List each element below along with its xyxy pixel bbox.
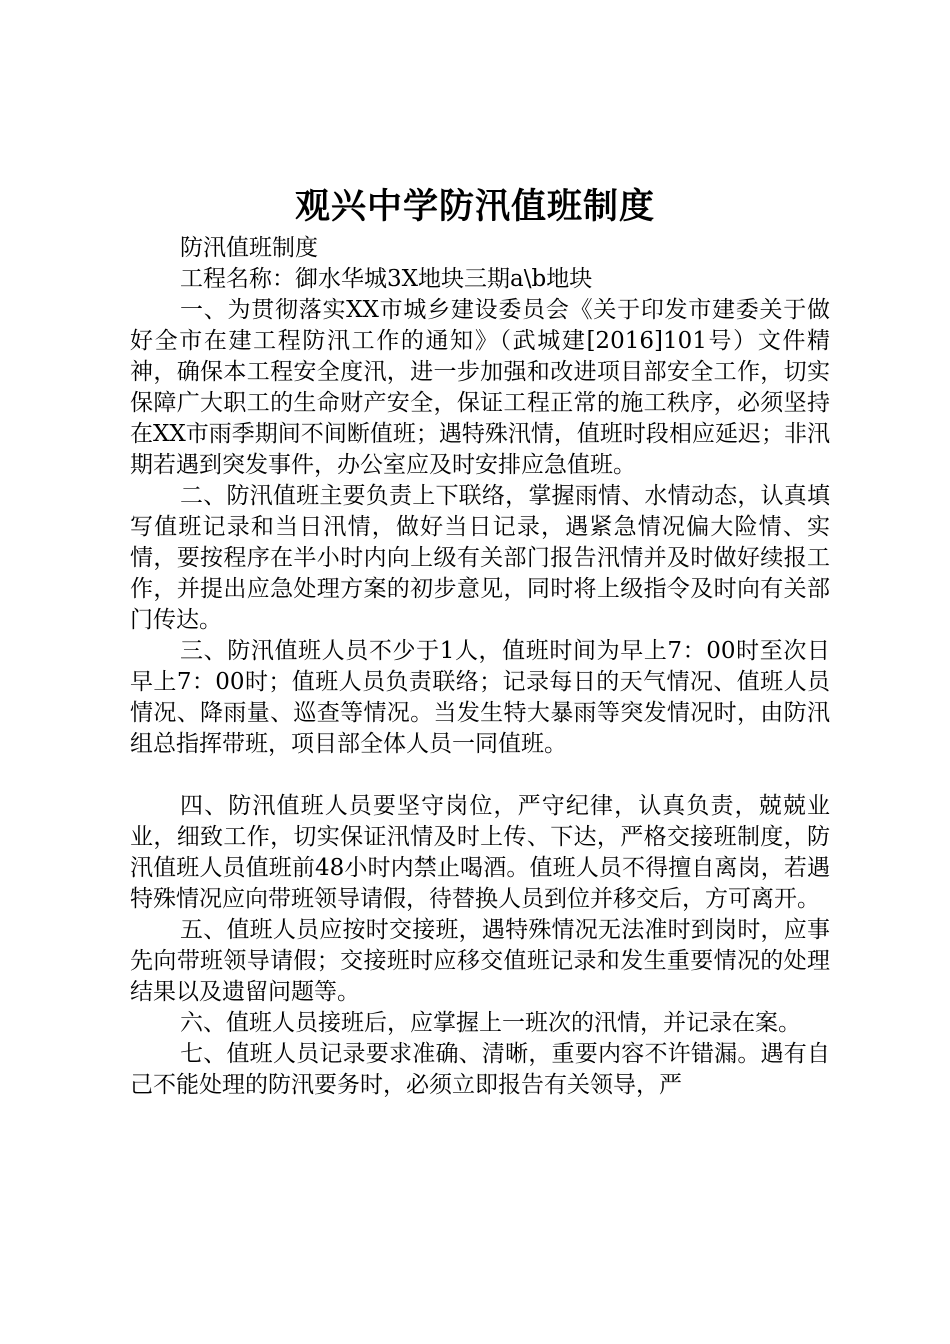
paragraph-1: 一、为贯彻落实XX市城乡建设委员会《关于印发市建委关于做好全市在建工程防汛工作的通知》（武城建[2016]101号）文件精神，确保本工程安全度汛，进一步加强和改进项目部安全工作，切实保障广大职工的生命财产安全，保证工程正常的施工秩序，必须坚持在XX市雨季期间不间断值班；遇特殊汛情，值班时段相应延迟；非汛期若遇到突发事件，办公室应及时安排应急值班。: [130, 297, 830, 478]
paragraph-4: 四、防汛值班人员要坚守岗位，严守纪律，认真负责，兢兢业业，细致工作，切实保证汛情及时上传、下达，严格交接班制度，防汛值班人员值班前48小时内禁止喝酒。值班人员不得擅自离岗，若遇特殊情况应向带班领导请假，待替换人员到位并移交后，方可离开。: [130, 793, 830, 912]
paragraph-subtitle: 防汛值班制度: [180, 235, 318, 261]
document-body: [130, 233, 830, 1101]
paragraph-5: 五、值班人员应按时交接班，遇特殊情况无法准时到岗时，应事先向带班领导请假；交接班时应移交值班记录和发生重要情况的处理结果以及遗留问题等。: [130, 917, 830, 1005]
paragraph-2: 二、防汛值班主要负责上下联络，掌握雨情、水情动态，认真填写值班记录和当日汛情，做好当日记录，遇紧急情况偏大险情、实情，要按程序在半小时内向上级有关部门报告汛情并及时做好续报工作，并提出应急处理方案的初步意见，同时将上级指令及时向有关部门传达。: [130, 483, 830, 633]
paragraph-7: 七、值班人员记录要求准确、清晰，重要内容不许错漏。遇有自己不能处理的防汛要务时，必须立即报告有关领导，严: [130, 1041, 830, 1098]
document-title: 观兴中学防汛值班制度: [294, 186, 655, 227]
paragraph-project-name: 工程名称：御水华城3X地块三期a\b地块: [180, 266, 593, 292]
paragraph-3: 三、防汛值班人员不少于1人，值班时间为早上7：00时至次日早上7：00时；值班人员负责联络；记录每日的天气情况、值班人员情况、降雨量、巡查等情况。当发生特大暴雨等突发情况时，由防汛组总指挥带班，项目部全体人员一同值班。: [130, 638, 830, 757]
paragraph-6: 六、值班人员接班后，应掌握上一班次的汛情，并记录在案。: [180, 1010, 801, 1036]
